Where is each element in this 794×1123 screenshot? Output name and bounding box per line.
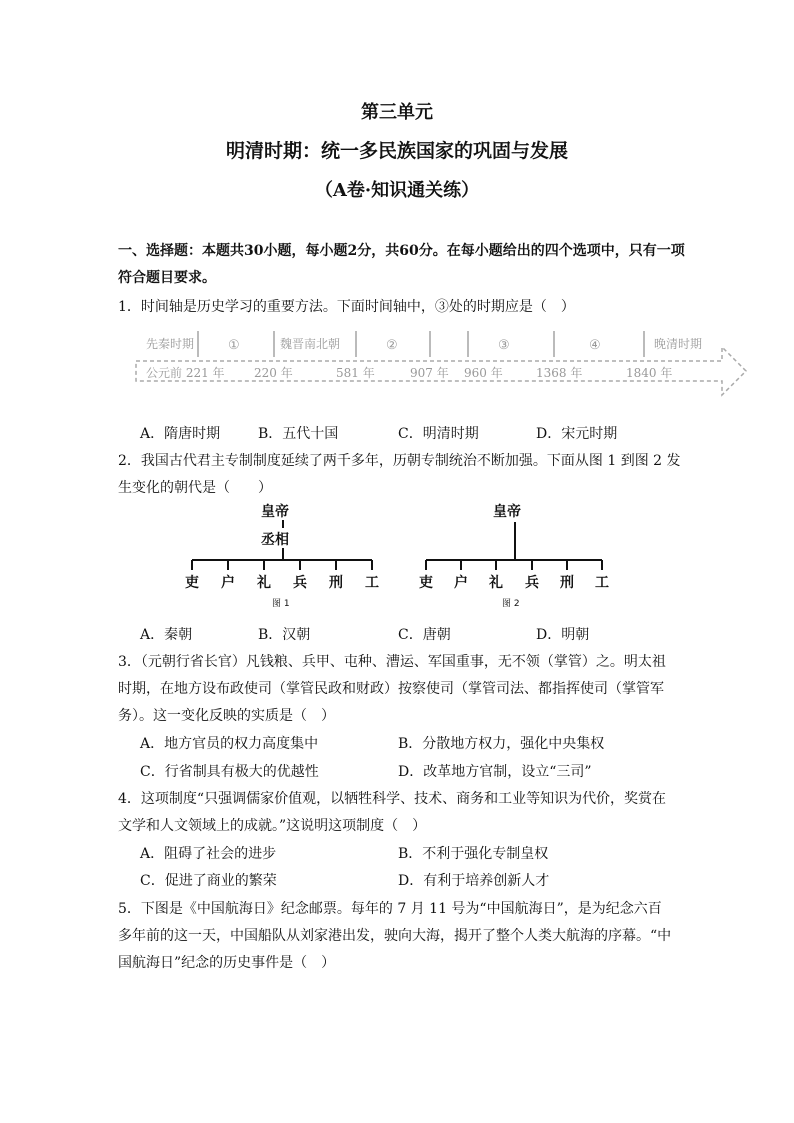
fig2-ministry-hu: 户 xyxy=(454,575,468,591)
q1-option-c[interactable]: C．明清时期 xyxy=(398,426,479,442)
fig2-ministry-gong: 工 xyxy=(595,575,609,591)
q4-option-b[interactable]: B．不利于强化专制皇权 xyxy=(398,846,549,862)
period-1: ① xyxy=(228,338,240,353)
q3-option-c[interactable]: C．行省制具有极大的优越性 xyxy=(140,764,319,780)
q1-option-d[interactable]: D．宋元时期 xyxy=(536,426,618,442)
year-1368: 1368 年 xyxy=(536,366,583,380)
q2-option-d[interactable]: D．明朝 xyxy=(536,627,590,643)
period-wei-jin: 魏晋南北朝 xyxy=(280,337,341,351)
q2-figure-2 xyxy=(412,500,622,615)
fig2-caption: 图 2 xyxy=(502,599,520,609)
fig1-ministry-li: 吏 xyxy=(185,575,199,591)
q5-stem-line1: 5．下图是《中国航海日》纪念邮票。每年的 7 月 11 号为“中国航海日”，是为纪念六百 xyxy=(118,901,662,917)
q1-option-a[interactable]: A．隋唐时期 xyxy=(140,426,221,442)
fig2-ministry-li: 吏 xyxy=(419,575,433,591)
timeline-ticks xyxy=(198,331,644,357)
q3-stem-line3: 务）。这一变化反映的实质是（ ） xyxy=(118,708,335,724)
fig2-ministry-li2: 礼 xyxy=(489,575,503,591)
section-instruction-line2: 符合题目要求。 xyxy=(118,270,216,286)
q3-stem-line2: 时期，在地方设布政使司（掌管民政和财政）按察使司（掌管司法、都指挥使司（掌管军 xyxy=(118,681,664,697)
fig1-caption: 图 1 xyxy=(272,599,290,609)
year-581: 581 年 xyxy=(336,366,375,380)
q2-stem-line1: 2．我国古代君主专制制度延续了两千多年，历朝专制统治不断加强。下面从图 1 到图 2 发 xyxy=(118,453,681,469)
fig1-ministry-hu: 户 xyxy=(221,575,235,591)
fig1-emperor: 皇帝 xyxy=(261,504,289,520)
edition-label: （A卷·知识通关练） xyxy=(314,180,480,201)
q1-stem: 1．时间轴是历史学习的重要方法。下面时间轴中，③处的时期应是（ ） xyxy=(118,299,575,315)
q4-stem-line2: 文学和人文领域上的成就。”这说明这项制度（ ） xyxy=(118,818,427,834)
q1-timeline xyxy=(134,325,754,407)
period-2: ② xyxy=(386,338,398,353)
q5-stem-line2: 多年前的这一天，中国船队从刘家港出发，驶向大海，揭开了整个人类大航海的序幕。“中 xyxy=(118,928,672,944)
year-1840: 1840 年 xyxy=(626,366,673,380)
fig1-ministry-bing: 兵 xyxy=(293,575,307,591)
period-late-qing: 晚清时期 xyxy=(654,337,703,351)
year-221bc: 公元前 221 年 xyxy=(146,366,225,380)
fig2-ministry-xing: 刑 xyxy=(560,575,574,591)
q5-stem-line3: 国航海日”纪念的历史事件是（ ） xyxy=(118,955,336,971)
period-pre-qin: 先秦时期 xyxy=(146,337,195,351)
q3-option-d[interactable]: D．改革地方官制，设立“三司” xyxy=(398,764,592,780)
year-907: 907 年 xyxy=(410,366,449,380)
section-instruction-line1: 一、选择题：本题共30小题，每小题2分，共60分。在每小题给出的四个选项中，只有一项 xyxy=(118,243,685,259)
fig1-ministry-li2: 礼 xyxy=(257,575,271,591)
period-3: ③ xyxy=(498,338,510,353)
unit-title: 第三单元 xyxy=(361,102,433,123)
q4-option-a[interactable]: A．阻碍了社会的进步 xyxy=(140,846,277,862)
q2-stem-line2: 生变化的朝代是（ ） xyxy=(118,480,272,496)
q3-option-a[interactable]: A．地方官员的权力高度集中 xyxy=(140,736,319,752)
q2-option-a[interactable]: A．秦朝 xyxy=(140,627,193,643)
q4-option-d[interactable]: D．有利于培养创新人才 xyxy=(398,873,550,889)
q4-option-c[interactable]: C．促进了商业的繁荣 xyxy=(140,873,277,889)
q4-stem-line1: 4．这项制度“只强调儒家价值观，以牺牲科学、技术、商务和工业等知识为代价，奖赏在 xyxy=(118,791,667,807)
year-220: 220 年 xyxy=(254,366,293,380)
q2-option-c[interactable]: C．唐朝 xyxy=(398,627,451,643)
unit-subtitle: 明清时期：统一多民族国家的巩固与发展 xyxy=(225,140,568,162)
q1-option-b[interactable]: B．五代十国 xyxy=(258,426,339,442)
fig2-ministry-bing: 兵 xyxy=(525,575,539,591)
fig1-ministry-xing: 刑 xyxy=(329,575,343,591)
fig1-chancellor: 丞相 xyxy=(261,532,289,548)
period-4: ④ xyxy=(589,338,601,353)
q3-option-b[interactable]: B．分散地方权力，强化中央集权 xyxy=(398,736,605,752)
q3-stem-line1: 3．（元朝行省长官）凡钱粮、兵甲、屯种、漕运、军国重事，无不领（掌管）之。明太祖 xyxy=(118,654,666,670)
fig1-ministry-gong: 工 xyxy=(365,575,379,591)
year-960: 960 年 xyxy=(464,366,503,380)
fig2-emperor: 皇帝 xyxy=(493,504,521,520)
q2-option-b[interactable]: B．汉朝 xyxy=(258,627,311,643)
q2-figure-1 xyxy=(178,500,388,615)
